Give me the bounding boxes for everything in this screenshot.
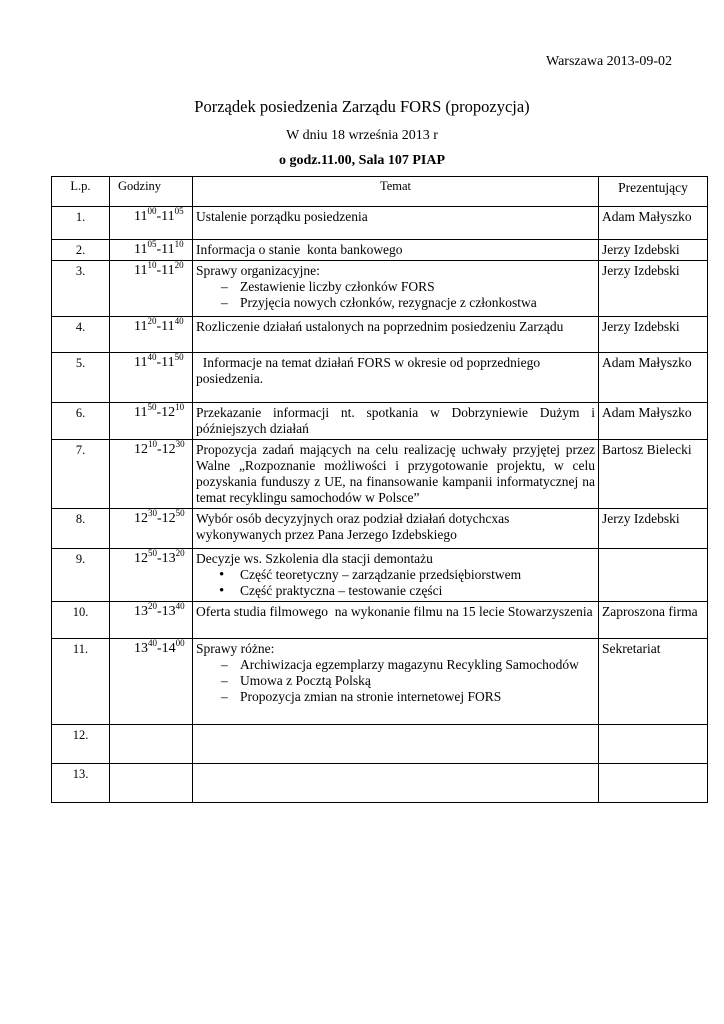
row-topic [193,549,599,602]
time-from-hour: 11 [134,319,148,334]
topic-subitem: • Część praktyczna – testowanie części [196,583,595,599]
time-from-hour: 12 [134,551,148,566]
agenda-table [51,176,708,803]
row-number: 13. [52,764,110,803]
row-presenter: Jerzy Izdebski [599,240,708,261]
table-row [52,509,708,549]
topic-subitem: – Umowa z Pocztą Polską [196,673,595,689]
row-number: 4. [52,317,110,353]
table-row [52,403,708,440]
table-row [52,207,708,240]
row-topic [193,317,599,353]
time-to-hour: 11 [161,355,175,370]
topic-text: Ustalenie porządku posiedzenia [196,209,368,224]
time-separator: - [156,405,162,420]
table-row [52,725,708,764]
topic-sublist [196,657,595,705]
row-presenter: Bartosz Bielecki [599,440,708,509]
row-time [110,403,193,440]
time-to-hour: 11 [161,319,175,334]
topic-text: Przekazanie informacji nt. spotkania w Dobrzyniewie Dużym i późniejszych działań [196,405,599,436]
topic-sublist [196,567,595,599]
time-to-hour: 11 [161,242,175,257]
row-number: 7. [52,440,110,509]
row-time [110,639,193,725]
time-from-minute: 10 [147,260,157,270]
row-presenter: Jerzy Izdebski [599,317,708,353]
time-to-minute: 20 [174,260,184,270]
topic-text: Sprawy różne: [196,641,275,656]
time-separator: - [157,604,162,619]
topic-text: Wybór osób decyzyjnych oraz podział działań dotychcxas wykonywanych przez Pana Jerzego Izdebskiego [196,511,513,542]
time-from-minute: 40 [148,638,157,648]
time-from-hour: 12 [134,442,148,457]
row-number: 5. [52,353,110,403]
topic-text: Decyzje ws. Szkolenia dla stacji demontażu [196,551,433,566]
time-to-hour: 13 [161,551,176,566]
row-time [110,509,193,549]
row-number: 2. [52,240,110,261]
time-from-minute: 40 [147,352,157,362]
row-number: 6. [52,403,110,440]
topic-subitem: – Przyjęcia nowych członków, rezygnacje z członkostwa [196,295,595,311]
row-topic [193,764,599,803]
row-topic [193,725,599,764]
time-separator: - [157,442,162,457]
table-row [52,240,708,261]
topic-text: Propozycja zadań mających na celu realizację uchwały przyjętej przez Walne „Rozpoznanie możliwości i przygotowanie projektu, w celu pozyskania funduszy z UE, na finansowanie kampanii informatycznej na temat recyklingu samochodów w Polsce” [196,442,599,505]
agenda-body [52,207,708,803]
row-presenter [599,549,708,602]
row-time [110,317,193,353]
topic-text: Oferta studia filmowego na wykonanie filmu na 15 lecie Stowarzyszenia [196,604,593,619]
topic-subitem: • Część teoretyczny – zarządzanie przedsiębiorstwem [196,567,595,583]
time-from-minute: 50 [147,402,157,412]
row-time [110,240,193,261]
table-row [52,602,708,639]
row-topic [193,509,599,549]
time-to-hour: 12 [161,405,176,420]
topic-text: Informacja o stanie konta bankowego [196,242,403,257]
topic-subitem: – Archiwizacja egzemplarzy magazynu Recykling Samochodów [196,657,595,673]
time-to-hour: 11 [161,209,175,224]
time-from-hour: 12 [134,511,148,526]
agenda-header-row [52,177,708,207]
row-topic [193,602,599,639]
row-topic [193,403,599,440]
topic-subitem: – Propozycja zmian na stronie internetowej FORS [196,689,595,705]
row-topic [193,639,599,725]
row-time [110,764,193,803]
meeting-time-place: o godz.11.00, Sala 107 PIAP [278,153,446,168]
time-to-minute: 40 [175,601,185,611]
document-date: Warszawa 2013-09-02 [546,54,672,69]
document-title: Porządek posiedzenia Zarządu FORS (propozycja) [194,97,530,116]
row-time [110,353,193,403]
row-topic [193,240,599,261]
time-to-hour: 11 [161,263,175,278]
topic-sublist [196,279,595,311]
header-lp: L.p. [52,177,110,207]
row-presenter: Jerzy Izdebski [599,261,708,317]
time-to-hour: 12 [161,511,176,526]
header-topic: Temat [193,177,599,207]
time-from-hour: 11 [134,242,148,257]
time-separator: - [156,242,162,257]
meeting-date: W dniu 18 września 2013 r [286,128,438,143]
time-to-minute: 40 [174,316,184,326]
time-to-minute: 30 [175,439,185,449]
time-separator: - [157,641,162,656]
row-number: 10. [52,602,110,639]
row-time [110,261,193,317]
row-presenter: Sekretariat [599,639,708,725]
row-topic [193,261,599,317]
row-topic [193,207,599,240]
time-separator: - [156,355,162,370]
time-to-minute: 05 [174,206,184,216]
row-number: 12. [52,725,110,764]
row-presenter: Zaproszona firma [599,602,708,639]
time-from-minute: 20 [148,601,157,611]
time-from-hour: 13 [134,604,148,619]
time-from-hour: 11 [134,263,148,278]
row-topic [193,440,599,509]
time-separator: - [156,319,162,334]
table-row [52,317,708,353]
time-to-minute: 20 [175,548,185,558]
time-from-hour: 11 [134,405,148,420]
row-presenter: Adam Małyszko [599,353,708,403]
row-number: 1. [52,207,110,240]
row-number: 9. [52,549,110,602]
row-presenter: Jerzy Izdebski [599,509,708,549]
row-number: 8. [52,509,110,549]
time-to-minute: 10 [175,402,185,412]
time-from-minute: 50 [148,548,157,558]
time-to-minute: 50 [174,352,184,362]
row-time [110,440,193,509]
row-time [110,207,193,240]
row-presenter: Adam Małyszko [599,403,708,440]
row-topic [193,353,599,403]
row-number: 11. [52,639,110,725]
row-presenter: Adam Małyszko [599,207,708,240]
row-number: 3. [52,261,110,317]
time-to-minute: 00 [175,638,185,648]
topic-subitem: – Zestawienie liczby członków FORS [196,279,595,295]
topic-text: Rozliczenie działań ustalonych na poprzednim posiedzeniu Zarządu [196,319,564,334]
table-row [52,440,708,509]
topic-text: Sprawy organizacyjne: [196,263,320,278]
time-separator: - [156,263,162,278]
time-separator: - [157,551,162,566]
time-to-minute: 10 [174,239,184,249]
time-from-minute: 20 [147,316,157,326]
time-from-hour: 13 [134,641,148,656]
row-time [110,725,193,764]
table-row [52,261,708,317]
table-row [52,639,708,725]
table-row [52,353,708,403]
time-separator: - [157,511,162,526]
time-from-minute: 00 [147,206,157,216]
row-time [110,549,193,602]
table-row [52,549,708,602]
time-from-minute: 30 [148,508,157,518]
row-time [110,602,193,639]
header-presenter: Prezentujący [599,177,708,207]
time-to-hour: 13 [161,604,176,619]
time-to-minute: 50 [175,508,185,518]
time-to-hour: 14 [161,641,176,656]
time-from-minute: 10 [148,439,157,449]
time-from-minute: 05 [147,239,157,249]
row-presenter [599,725,708,764]
time-to-hour: 12 [161,442,176,457]
time-from-hour: 11 [134,209,148,224]
topic-text: Informacje na temat działań FORS w okresie od poprzedniego posiedzenia. [196,355,544,386]
time-separator: - [156,209,162,224]
time-from-hour: 11 [134,355,148,370]
row-presenter [599,764,708,803]
header-hours: Godziny [110,177,193,207]
table-row [52,764,708,803]
